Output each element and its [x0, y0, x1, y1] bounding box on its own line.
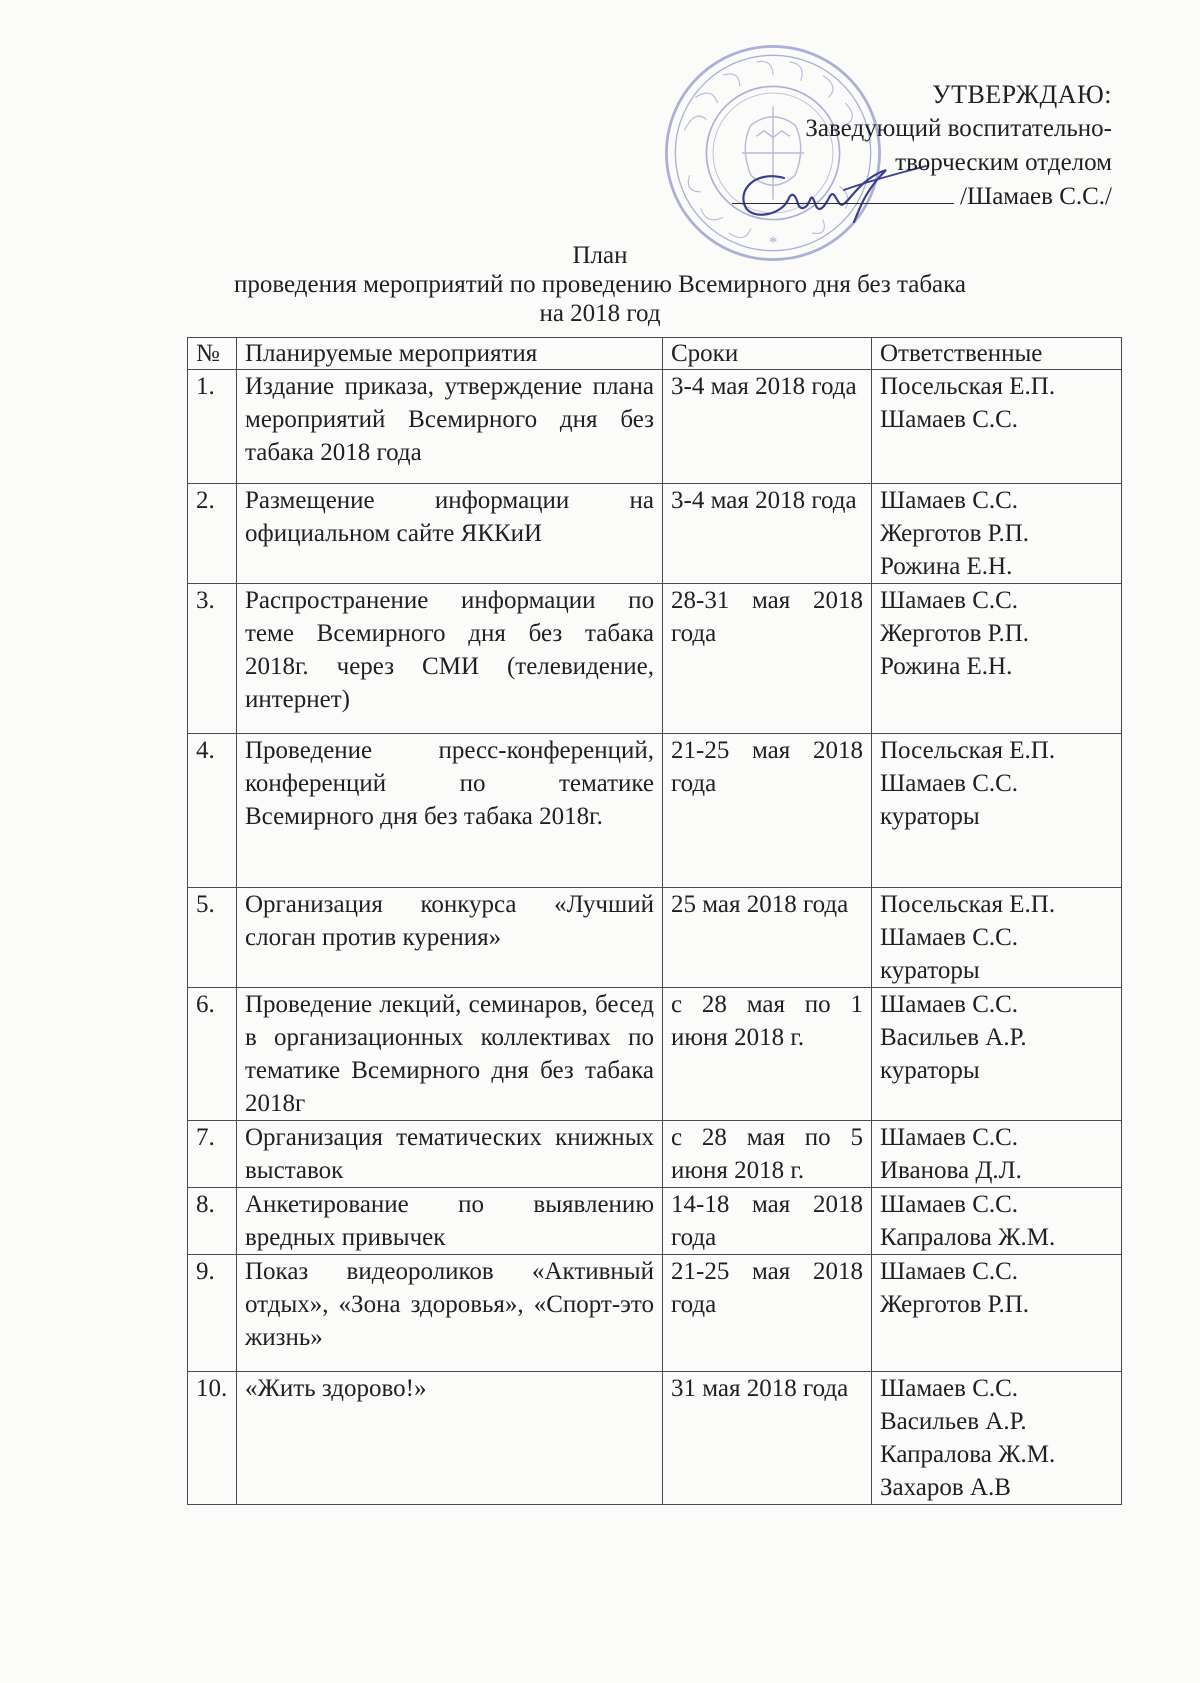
responsible-person: Рожина Е.Н. [880, 553, 1013, 580]
responsible-person: Жерготов Р.П. [880, 520, 1030, 547]
responsible-person: Жерготов Р.П. [880, 1291, 1030, 1318]
row-responsible [872, 1255, 1122, 1372]
responsible-person: кураторы [880, 1057, 980, 1084]
table-row [188, 734, 1122, 888]
row-responsible [872, 1121, 1122, 1188]
responsible-person: Иванова Д.Л. [880, 1157, 1022, 1184]
table-row [188, 1255, 1122, 1372]
responsible-person: Капралова Ж.М. [880, 1224, 1056, 1251]
row-number: 1. [188, 370, 237, 484]
row-responsible [872, 888, 1122, 988]
header-number: № [188, 338, 237, 370]
row-responsible [872, 484, 1122, 584]
row-dates: с 28 мая по 5 июня 2018 г. [663, 1121, 872, 1188]
responsible-person: Шамаев С.С. [880, 1375, 1019, 1402]
title-line3: на 2018 год [539, 300, 661, 327]
row-number: 8. [188, 1188, 237, 1255]
row-activity: «Жить здорово!» [237, 1372, 663, 1505]
approver-name: /Шамаев С.С./ [960, 183, 1112, 210]
row-activity: Анкетирование по выявлению вредных привычек [237, 1188, 663, 1255]
responsible-person: кураторы [880, 803, 980, 830]
row-activity: Проведение лекций, семинаров, бесед в организационных коллективах по тематике Всемирного дня без табака 2018г [237, 988, 663, 1121]
row-dates: 25 мая 2018 года [663, 888, 872, 988]
row-responsible [872, 584, 1122, 734]
title-line2: проведения мероприятий по проведению Всемирного дня без табака [233, 271, 967, 298]
row-responsible [872, 734, 1122, 888]
row-number: 4. [188, 734, 237, 888]
row-activity: Издание приказа, утверждение плана мероприятий Всемирного дня без табака 2018 года [237, 370, 663, 484]
row-dates: 21-25 мая 2018 года [663, 734, 872, 888]
table-row [188, 1188, 1122, 1255]
row-number: 3. [188, 584, 237, 734]
responsible-person: Жерготов Р.П. [880, 620, 1030, 647]
title-line1: План [572, 242, 628, 269]
row-dates: 21-25 мая 2018 года [663, 1255, 872, 1372]
responsible-person: Захаров А.В [880, 1474, 1011, 1501]
responsible-person: Шамаев С.С. [880, 406, 1019, 433]
row-number: 7. [188, 1121, 237, 1188]
row-responsible [872, 1372, 1122, 1505]
responsible-person: Шамаев С.С. [880, 1258, 1019, 1285]
header-activity: Планируемые мероприятия [237, 338, 663, 370]
header-responsible: Ответственные [872, 338, 1122, 370]
row-responsible [872, 1188, 1122, 1255]
row-dates: 3-4 мая 2018 года [663, 370, 872, 484]
responsible-person: Посельская Е.П. [880, 373, 1056, 400]
row-dates: с 28 мая по 1 июня 2018 г. [663, 988, 872, 1121]
table-row [188, 370, 1122, 484]
approver-position-line1: Заведующий воспитательно- [805, 115, 1112, 142]
responsible-person: Шамаев С.С. [880, 587, 1019, 614]
row-responsible [872, 988, 1122, 1121]
row-number: 6. [188, 988, 237, 1121]
row-dates: 3-4 мая 2018 года [663, 484, 872, 584]
responsible-person: кураторы [880, 957, 980, 984]
signature-line-row [692, 180, 1112, 214]
table-row [188, 888, 1122, 988]
header-dates: Сроки [663, 338, 872, 370]
document-title [0, 241, 1200, 328]
row-activity: Проведение пресс-конференций, конференций по тематике Всемирного дня без табака 2018г. [237, 734, 663, 888]
table-row [188, 1372, 1122, 1505]
row-responsible [872, 370, 1122, 484]
signature-line [732, 203, 954, 204]
responsible-person: Шамаев С.С. [880, 924, 1019, 951]
row-dates: 28-31 мая 2018 года [663, 584, 872, 734]
row-number: 9. [188, 1255, 237, 1372]
row-dates: 14-18 мая 2018 года [663, 1188, 872, 1255]
table-row [188, 584, 1122, 734]
responsible-person: Посельская Е.П. [880, 891, 1056, 918]
row-activity: Организация конкурса «Лучший слоган против курения» [237, 888, 663, 988]
events-plan-table [187, 337, 1122, 1505]
responsible-person: Шамаев С.С. [880, 991, 1019, 1018]
responsible-person: Рожина Е.Н. [880, 653, 1013, 680]
responsible-person: Шамаев С.С. [880, 487, 1019, 514]
table-body [188, 370, 1122, 1505]
responsible-person: Васильев А.Р. [880, 1024, 1027, 1051]
row-number: 2. [188, 484, 237, 584]
svg-text:*: * [768, 232, 778, 253]
approver-position-line2: творческим отделом [895, 149, 1112, 176]
row-number: 5. [188, 888, 237, 988]
row-activity: Организация тематических книжных выставок [237, 1121, 663, 1188]
responsible-person: Посельская Е.П. [880, 737, 1056, 764]
row-dates: 31 мая 2018 года [663, 1372, 872, 1505]
row-activity: Показ видеороликов «Активный отдых», «Зона здоровья», «Спорт-это жизнь» [237, 1255, 663, 1372]
responsible-person: Васильев А.Р. [880, 1408, 1027, 1435]
table-header-row [188, 338, 1122, 370]
approval-block [692, 78, 1112, 214]
responsible-person: Шамаев С.С. [880, 1124, 1019, 1151]
row-number: 10. [188, 1372, 237, 1505]
table-row [188, 1121, 1122, 1188]
row-activity: Размещение информации на официальном сайте ЯККиИ [237, 484, 663, 584]
responsible-person: Шамаев С.С. [880, 770, 1019, 797]
table-row [188, 988, 1122, 1121]
responsible-person: Шамаев С.С. [880, 1191, 1019, 1218]
row-activity: Распространение информации по теме Всемирного дня без табака 2018г. через СМИ (телевидение, интернет) [237, 584, 663, 734]
table-row [188, 484, 1122, 584]
approval-heading: УТВЕРЖДАЮ: [932, 80, 1112, 109]
responsible-person: Капралова Ж.М. [880, 1441, 1056, 1468]
